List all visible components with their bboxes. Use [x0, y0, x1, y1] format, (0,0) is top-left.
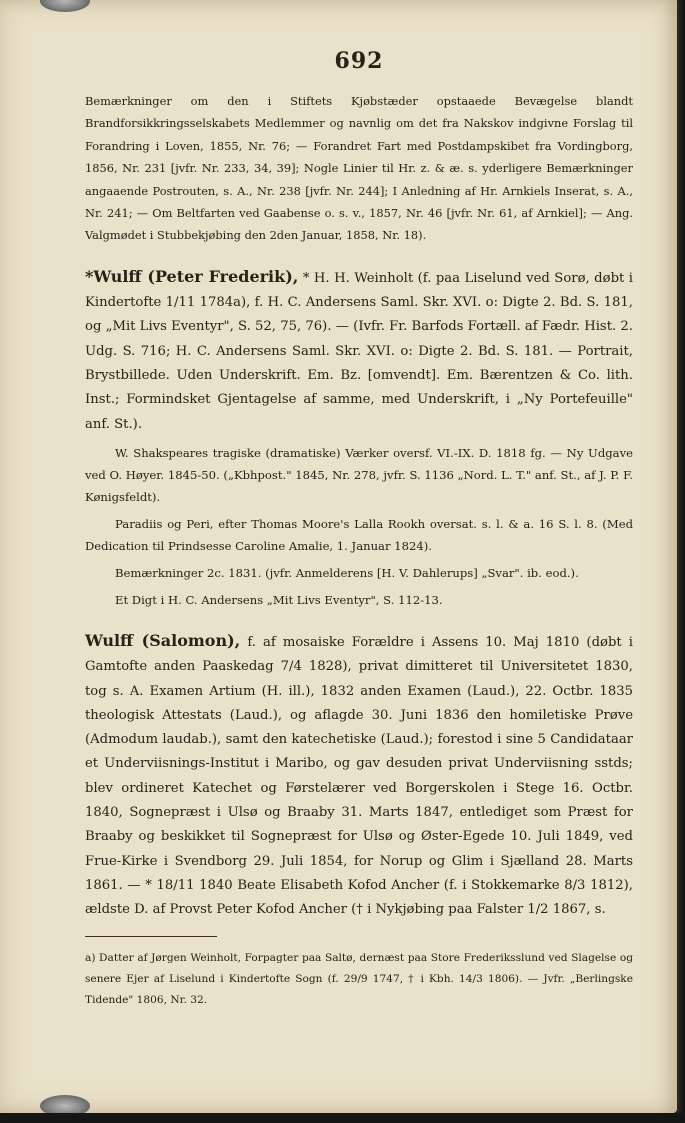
entry-text-continued: (Ivfr. Fr. Barfods Fortæll. af Fædr. Hist. 2. Udg. S. 716; H. C. Andersens Saml. Skr. XVI. o: Digte 2. Bd. S. 181. — Portrait, Brystbillede. Uden Underskrift. Em. Bz. [omvendt]. Em. Bærentzen & Co. lith. Inst.; Formindsket Gjentagelse af samme, med Underskrift, i „Ny Portefeuille" anf. St.).	[85, 319, 634, 432]
paragraph-shakspeare: W. Shakspeares tragiske (dramatiske) Værker oversf. VI.-IX. D. 1818 fg. — Ny Udgave ved O. Høyer. 1845-50. („Kbhpost." 1845, Nr. 278, jvfr. S. 1136 „Nord. L. T." anf. St., af J. P. F. Kønigsfeldt).	[85, 445, 633, 504]
entry-text: * H. H. Weinholt (f. paa Liselund ved Sorø, døbt i Kindertofte 1/11 1784a), f. H. C. Andersens Saml. Skr. XVI. o: Digte 2. Bd. S. 181, og „Mit Livs Eventyr", S. 52, 75, 76). —	[85, 270, 633, 335]
paragraph-paradiis: Paradiis og Peri, efter Thomas Moore's Lalla Rookh oversat. s. l. & a. 16 S. l. 8. (Med Dedication til Prindsesse Caroline Amalie, 1. Januar 1824).	[85, 516, 633, 553]
entry-wulff-salomon	[85, 629, 633, 923]
paragraph-bemaerkninger-1831: Bemærkninger 2c. 1831. (jvfr. Anmelderens [H. V. Dahlerups] „Svar". ib. eod.).	[115, 565, 579, 580]
paragraph-et-digt: Et Digt i H. C. Andersens „Mit Livs Eventyr", S. 112-13.	[115, 592, 443, 607]
footnote: a) Datter af Jørgen Weinholt, Forpagter paa Saltø, dernæst paa Store Frederiksslund ved Slagelse og senere Ejer af Liselund i Kindertofte Sogn (f. 29/9 1747, † i Kbh. 14/3 1806). — Jvfr. „Berlingske Tidende" 1806, Nr. 32.	[85, 952, 633, 1007]
entry-heading: Wulff (Salomon),	[85, 630, 241, 650]
entry-wulff-peter	[85, 265, 633, 437]
footnote-divider	[85, 936, 217, 937]
page-bottom-shadow	[0, 1113, 685, 1123]
entry-text: f. af mosaiske Forældre i Assens 10. Maj 1810 (døbt i Gamtofte anden Paaskedag 7/4 1828), privat dimitteret til Universitetet 1830, tog s. A. Examen Artium (H. ill.), 1832 anden Examen (Laud.), 22. Octbr. 1835 theologisk Attestats (Laud.), og aflagde 30. Juni 1836 den homiletiske Prøve (Admodum laudab.), samt den katechetiske (Laud.); forestod i sine 5 Candidataar et Underviisnings-Institut i Maribo, og gav desuden privat Underviisning sstds; blev ordineret Katechet og Førstelærer ved Borgerskolen i Stege 16. Octbr. 1840, Sognepræst i Ulsø og Braaby 31. Marts 1847, entlediget som Præst for Braaby og beskikket til Sognepræst for Ulsø og Øster-Egede 10. Juli 1849, ved Frue-Kirke i Svendborg 29. Juli 1854, for Norup og Glim i Sjælland 28. Marts 1861. — * 18/11 1840 Beate Elisabeth Kofod Ancher (f. i Stokkemarke 8/3 1812), ældste D. af Provst Peter Kofod Ancher († i Nykjøbing paa Falster 1/2 1867, s.	[85, 634, 633, 918]
binder-clip-top	[40, 0, 90, 12]
entry-heading: *Wulff (Peter Frederik),	[85, 266, 299, 286]
page-number: 692	[334, 48, 384, 74]
paragraph-bemaerkninger: Bemærkninger om den i Stiftets Kjøbstæder opstaaede Bevægelse blandt Brandforsikkringsselskabets Medlemmer og navnlig om det fra Nakskov indgivne Forslag til Forandring i Loven, 1855, Nr. 76; — Forandret Fart med Postdampskibet fra Vordingborg, 1856, Nr. 231 [jvfr. Nr. 233, 34, 39]; Nogle Linier til Hr. z. & æ. s. yderligere Bemærkninger angaaende Postrouten, s. A., Nr. 238 [jvfr. Nr. 244]; I Anledning af Hr. Arnkiels Inserat, s. A., Nr. 241; — Om Beltfarten ved Gaabense o. s. v., 1857, Nr. 46 [jvfr. Nr. 61, af Arnkiel]; — Ang. Valgmødet i Stubbekjøbing den 2den Januar, 1858, Nr. 18).	[85, 94, 633, 243]
page-content	[85, 48, 633, 1022]
page-edge-shadow	[677, 0, 685, 1123]
